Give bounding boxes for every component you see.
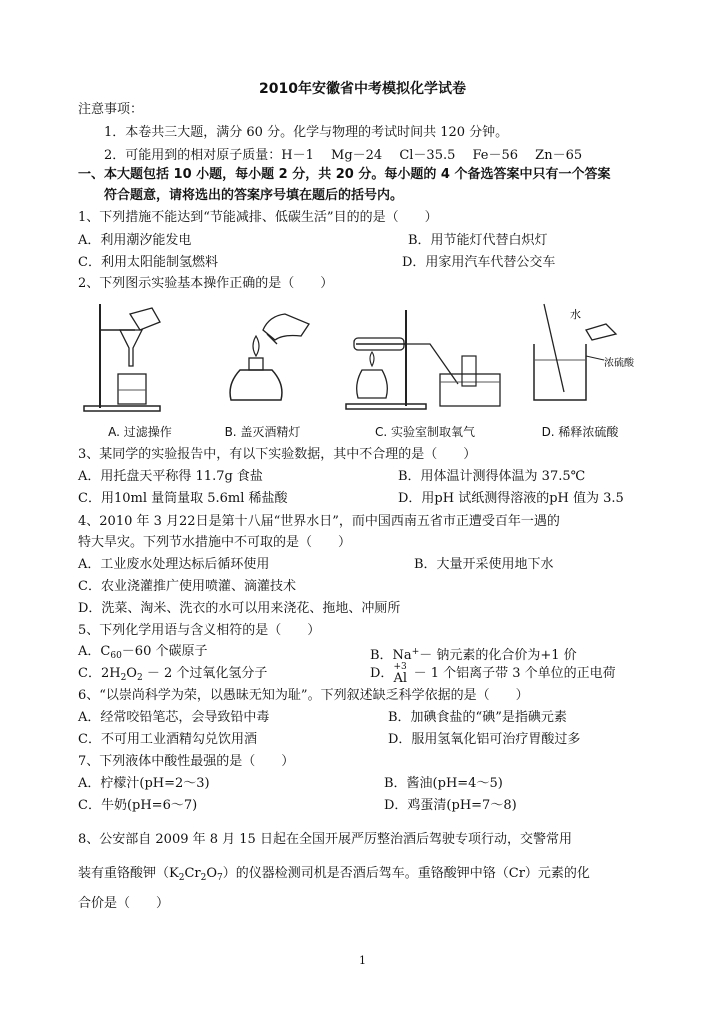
q3-stem: 3、某同学的实验报告中，有以下实验数据，其中不合理的是（ ） [78, 447, 477, 462]
q1-option-b: B．用节能灯代替白炽灯 [408, 233, 548, 248]
q3-option-b: B．用体温计测得体温为 37.5℃ [398, 469, 586, 484]
label-acid: 浓硫酸 [604, 358, 634, 369]
notes-item-2: 2．可能用到的相对原子质量：H－1 Mg－24 Cl－35.5 Fe－56 Zn－65 [104, 148, 583, 163]
q4-stem-line-2: 特大旱灾。下列节水措施中不可取的是（ ） [78, 535, 352, 550]
q1-option-a: A．利用潮汐能发电 [78, 233, 192, 248]
q4-option-a: A．工业废水处理达标后循环使用 [78, 557, 270, 572]
q3-option-c: C．用10ml 量筒量取 5.6ml 稀盐酸 [78, 491, 288, 506]
page-title: 2010年安徽省中考模拟化学试卷 [259, 81, 466, 97]
figure-d-caption: D. 稀释浓硫酸 [541, 425, 619, 439]
q5-option-a: A．$C_{60}-60$ 个碳原子 [78, 644, 208, 661]
q6-option-a: A．经常咬铅笔芯，会导致铅中毒 [78, 710, 270, 725]
q1-option-c: C．利用太阳能制氢燃料 [78, 255, 218, 270]
section-1-instructions-line-2: 符合题意，请将选出的答案序号填在题后的括号内。 [104, 188, 404, 203]
q7-option-b: B．酱油(pH=4～5) [384, 776, 503, 791]
q2-figures [80, 300, 640, 440]
q6-stem: 6、“以崇尚科学为荣，以愚昧无知为耻”。下列叙述缺乏科学依据的是（ ） [78, 688, 529, 703]
q7-option-d: D．鸡蛋清(pH=7～8) [384, 798, 517, 813]
q5-stem: 5、下列化学用语与含义相符的是（ ） [78, 623, 321, 638]
figure-b-alcohol-lamp [205, 300, 320, 440]
q8-line-3: 合价是（ ） [78, 896, 170, 911]
q7-option-a: A．柠檬汁(pH=2～3) [78, 776, 210, 791]
q5-option-b: B．Na+－ 钠元素的化合价为+1 价 [370, 647, 577, 663]
q6-option-c: C．不可用工业酒精勾兑饮用酒 [78, 732, 257, 747]
q1-stem: 1、下列措施不能达到“节能减排、低碳生活”目的的是（ ） [78, 210, 438, 225]
q4-option-c: C．农业浇灌推广使用喷灌、滴灌技术 [78, 579, 296, 594]
section-1-instructions-line-1: 一、本大题包括 10 小题，每小题 2 分，共 20 分。每小题的 4 个备选答案中只有一个答案 [78, 167, 611, 182]
page-number: 1 [359, 954, 366, 967]
q7-option-c: C．牛奶(pH=6～7) [78, 798, 198, 813]
q8-line-1: 8、公安部自 2009 年 8 月 15 日起在全国开展严厉整治酒后驾驶专项行动，交警常用 [78, 832, 572, 847]
figure-a-caption: A. 过滤操作 [108, 425, 172, 439]
q4-stem-line-1: 4、2010 年 3 月22日是第十八届“世界水日”，而中国西南五省市正遭受百年一遇的 [78, 514, 560, 529]
figure-b-caption: B. 盖灭酒精灯 [224, 425, 301, 439]
q2-stem: 2、下列图示实验基本操作正确的是（ ） [78, 276, 334, 291]
q1-option-d: D．用家用汽车代替公交车 [402, 255, 556, 270]
q8-line-2: 装有重铬酸钾$(K_2Cr_2O_7)$的仪器检测司机是否酒后驾车。重铬酸钾中铬（Cr）元素的化 [78, 866, 590, 883]
notes-heading: 注意事项： [78, 102, 144, 117]
q4-option-b: B．大量开采使用地下水 [414, 557, 554, 572]
q3-option-d: D．用pH 试纸测得溶液的pH 值为 3.5 [398, 491, 624, 506]
q4-option-d: D．洗菜、淘米、洗衣的水可以用来浇花、拖地、冲厕所 [78, 601, 401, 616]
notes-item-1: 1．本卷共三大题，满分 60 分。化学与物理的考试时间共 120 分钟。 [104, 125, 509, 140]
q7-stem: 7、下列液体中酸性最强的是（ ） [78, 754, 295, 769]
figure-c-oxygen-setup [340, 300, 510, 440]
figure-c-caption: C. 实验室制取氧气 [374, 425, 475, 439]
q3-option-a: A．用托盘天平称得 11.7g 食盐 [78, 469, 263, 484]
figure-a-filtration [80, 300, 200, 440]
figure-d-dilute-acid [520, 300, 640, 440]
q6-option-d: D．服用氢氧化铝可治疗胃酸过多 [388, 732, 581, 747]
q6-option-b: B．加碘食盐的“碘”是指碘元素 [388, 710, 567, 725]
q5-option-d: D． +3 Al － 1 个铝离子带 3 个单位的正电荷 [370, 662, 616, 686]
label-water: 水 [570, 308, 581, 321]
q5-option-c: C．$2H_2O_2 - 2$ 个过氧化氢分子 [78, 666, 268, 683]
